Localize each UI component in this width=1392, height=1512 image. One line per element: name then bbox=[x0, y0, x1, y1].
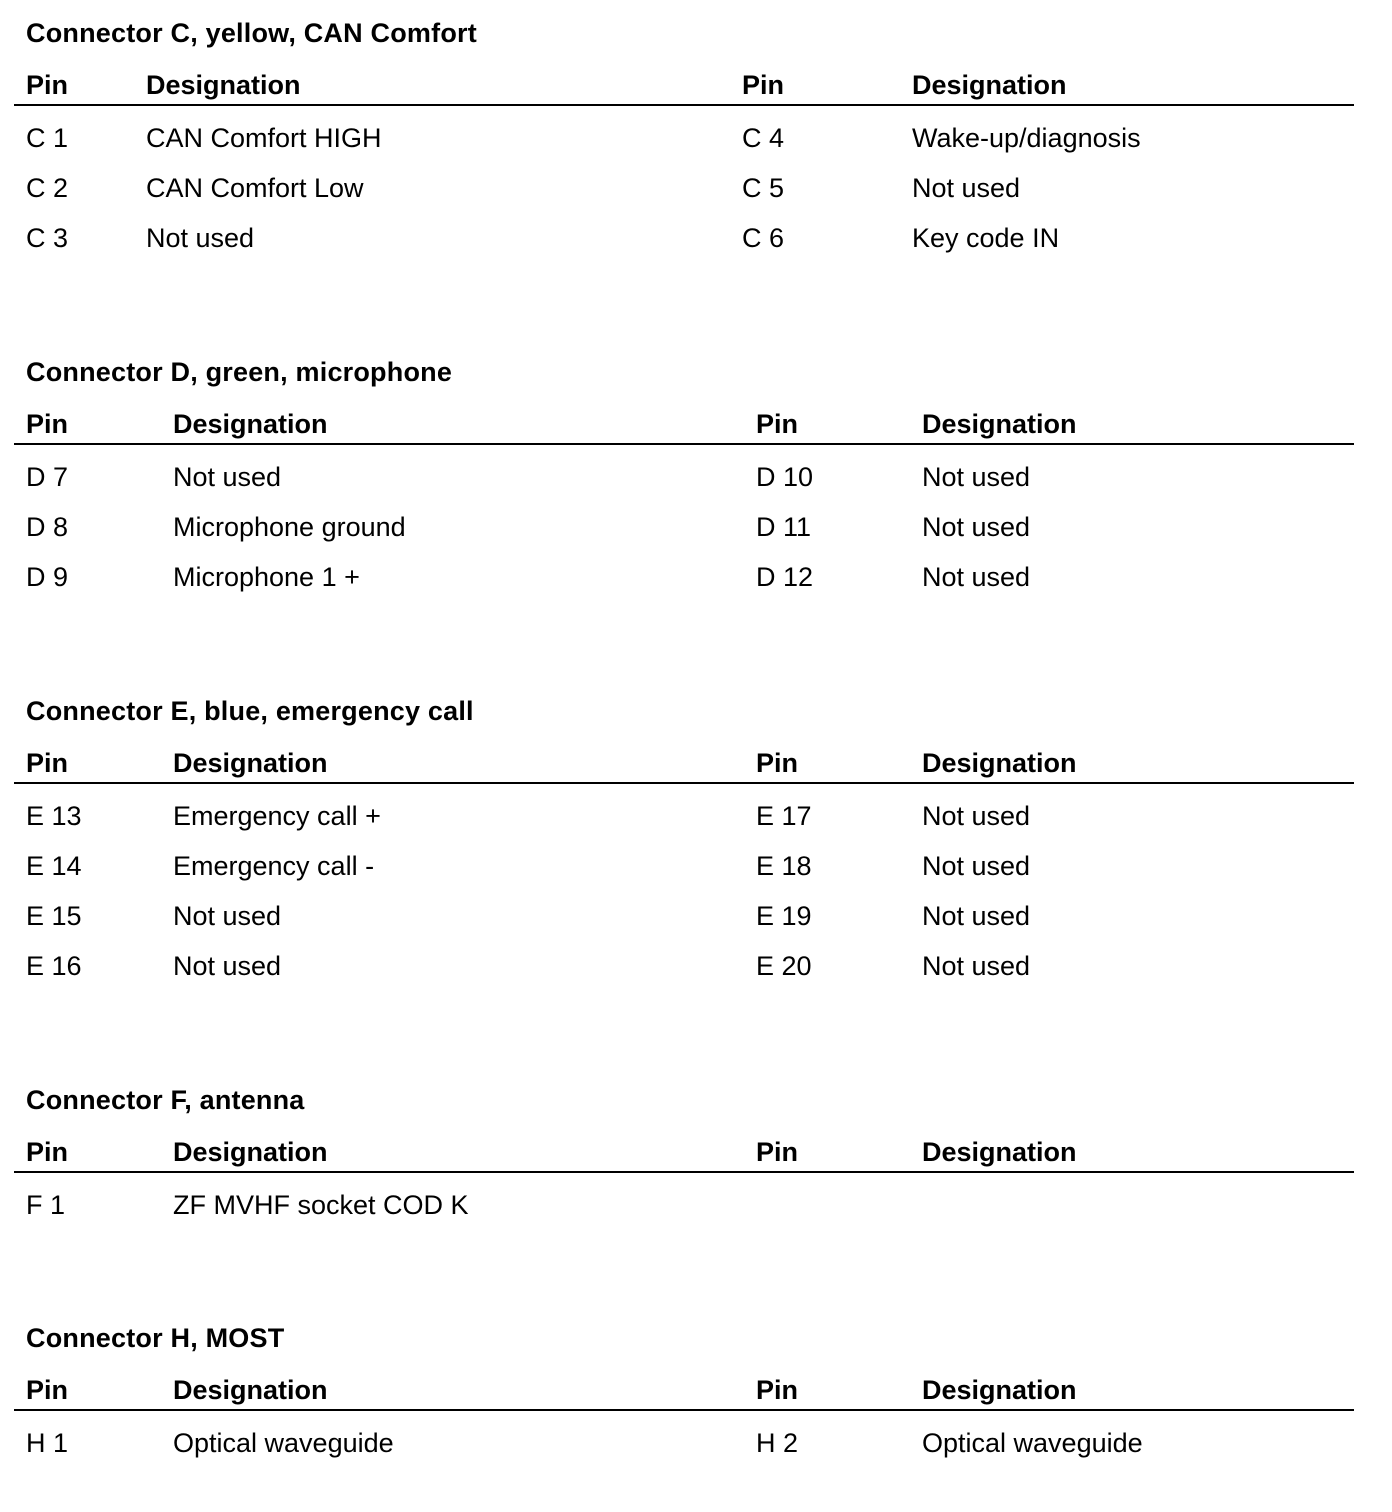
pin-cell: E 18 bbox=[756, 851, 812, 881]
section-title: Connector H, MOST bbox=[26, 1323, 285, 1353]
table-row bbox=[14, 211, 1354, 261]
designation-cell: Not used bbox=[922, 901, 1031, 931]
designation-cell: Not used bbox=[922, 951, 1031, 981]
pin-cell: H 1 bbox=[26, 1428, 69, 1458]
designation-cell: Not used bbox=[922, 462, 1031, 492]
pin-cell: E 19 bbox=[756, 901, 812, 931]
pin-cell: C 2 bbox=[26, 173, 69, 203]
table-row bbox=[14, 889, 1354, 939]
designation-cell: Emergency call - bbox=[173, 851, 375, 881]
table-row bbox=[14, 839, 1354, 889]
table-header bbox=[14, 746, 1354, 784]
pin-cell: C 3 bbox=[26, 223, 69, 253]
table-row bbox=[14, 500, 1354, 550]
section-title: Connector E, blue, emergency call bbox=[26, 696, 474, 726]
designation-cell: Not used bbox=[922, 801, 1031, 831]
pin-cell: D 8 bbox=[26, 512, 69, 542]
pin-cell: E 15 bbox=[26, 901, 82, 931]
designation-cell: Not used bbox=[922, 851, 1031, 881]
designation-cell: Not used bbox=[922, 512, 1031, 542]
pin-cell: E 13 bbox=[26, 801, 82, 831]
header-designation: Designation bbox=[173, 1375, 328, 1405]
table-row bbox=[14, 1416, 1354, 1466]
pin-cell: H 2 bbox=[756, 1428, 799, 1458]
header-pin: Pin bbox=[26, 409, 69, 439]
designation-cell: Optical waveguide bbox=[173, 1428, 394, 1458]
header-pin: Pin bbox=[26, 1137, 69, 1167]
pin-cell: F 1 bbox=[26, 1190, 66, 1220]
pin-cell: C 4 bbox=[742, 123, 785, 153]
designation-cell: ZF MVHF socket COD K bbox=[173, 1190, 469, 1220]
header-pin: Pin bbox=[756, 1375, 799, 1405]
pin-cell: E 14 bbox=[26, 851, 82, 881]
pin-cell: D 12 bbox=[756, 562, 814, 592]
designation-cell: Microphone 1 + bbox=[173, 562, 360, 592]
pin-cell: E 20 bbox=[756, 951, 812, 981]
section-title: Connector D, green, microphone bbox=[26, 357, 453, 387]
table-header bbox=[14, 68, 1354, 106]
designation-cell: Emergency call + bbox=[173, 801, 381, 831]
designation-cell: Not used bbox=[173, 901, 282, 931]
designation-cell: CAN Comfort HIGH bbox=[146, 123, 382, 153]
header-pin: Pin bbox=[26, 748, 69, 778]
table-header bbox=[14, 1135, 1354, 1173]
designation-cell: Not used bbox=[912, 173, 1021, 203]
table-row bbox=[14, 550, 1354, 600]
header-designation: Designation bbox=[173, 1137, 328, 1167]
pin-cell: C 6 bbox=[742, 223, 785, 253]
table-row bbox=[14, 111, 1354, 161]
table-row bbox=[14, 1178, 1354, 1228]
table-header bbox=[14, 1373, 1354, 1411]
header-pin: Pin bbox=[26, 70, 69, 100]
section-title: Connector C, yellow, CAN Comfort bbox=[26, 18, 477, 48]
header-designation: Designation bbox=[146, 70, 301, 100]
pin-cell: D 10 bbox=[756, 462, 814, 492]
pin-cell: D 7 bbox=[26, 462, 69, 492]
designation-cell: Not used bbox=[173, 462, 282, 492]
table-row bbox=[14, 450, 1354, 500]
section-title: Connector F, antenna bbox=[26, 1085, 305, 1115]
header-pin: Pin bbox=[756, 1137, 799, 1167]
designation-cell: Wake-up/diagnosis bbox=[912, 123, 1141, 153]
designation-cell: Microphone ground bbox=[173, 512, 406, 542]
pin-cell: E 16 bbox=[26, 951, 82, 981]
header-designation: Designation bbox=[922, 1137, 1077, 1167]
header-pin: Pin bbox=[742, 70, 785, 100]
table-row bbox=[14, 161, 1354, 211]
header-designation: Designation bbox=[912, 70, 1067, 100]
header-pin: Pin bbox=[26, 1375, 69, 1405]
designation-cell: Key code IN bbox=[912, 223, 1060, 253]
header-designation: Designation bbox=[922, 1375, 1077, 1405]
table-row bbox=[14, 939, 1354, 989]
pin-cell: D 9 bbox=[26, 562, 69, 592]
designation-cell: Not used bbox=[922, 562, 1031, 592]
table-row bbox=[14, 789, 1354, 839]
header-designation: Designation bbox=[173, 748, 328, 778]
pin-cell: E 17 bbox=[756, 801, 812, 831]
header-pin: Pin bbox=[756, 748, 799, 778]
pin-cell: C 5 bbox=[742, 173, 785, 203]
designation-cell: Optical waveguide bbox=[922, 1428, 1143, 1458]
header-pin: Pin bbox=[756, 409, 799, 439]
designation-cell: CAN Comfort Low bbox=[146, 173, 364, 203]
designation-cell: Not used bbox=[173, 951, 282, 981]
header-designation: Designation bbox=[922, 409, 1077, 439]
pin-cell: C 1 bbox=[26, 123, 69, 153]
table-header bbox=[14, 407, 1354, 445]
header-designation: Designation bbox=[922, 748, 1077, 778]
pin-cell: D 11 bbox=[756, 512, 812, 542]
header-designation: Designation bbox=[173, 409, 328, 439]
designation-cell: Not used bbox=[146, 223, 255, 253]
